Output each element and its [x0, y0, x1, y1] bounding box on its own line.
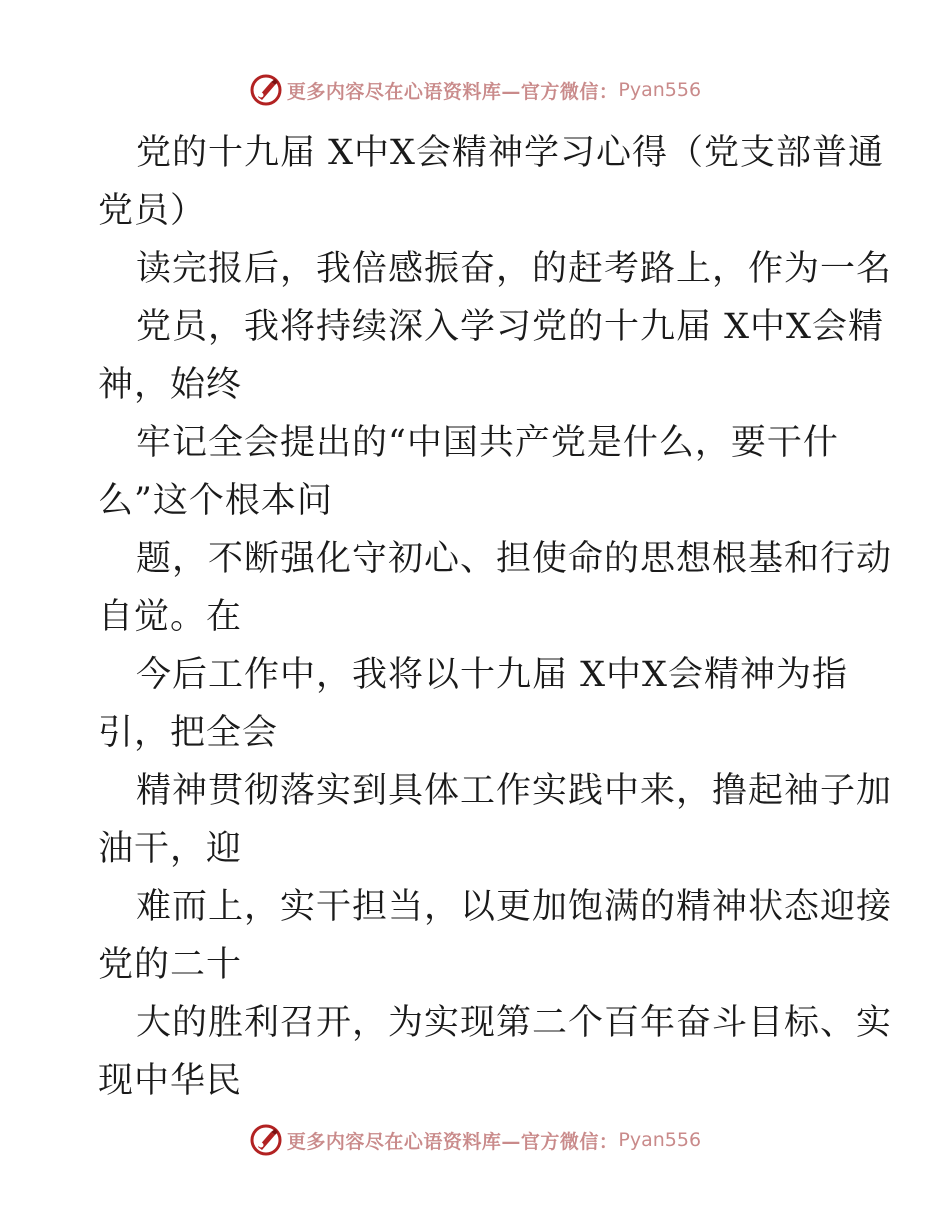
footer-banner — [0, 1120, 950, 1160]
text-line: 大的胜利召开，为实现第二个百年奋斗目标、实 — [136, 1003, 893, 1043]
text-line: 党员） — [98, 191, 207, 231]
banner-wechat-id: Pyan556 — [618, 79, 702, 101]
text-line: 题，不断强化守初心、担使命的思想根基和行动 — [136, 539, 893, 579]
header-banner — [0, 70, 950, 110]
text-line: 今后工作中，我将以十九届 X中X会精神为指 — [136, 655, 848, 695]
text-line: 党的二十 — [98, 945, 243, 985]
banner-wechat-id: Pyan556 — [618, 1129, 702, 1151]
text-line: 牢记全会提出的“中国共产党是什么，要干什 — [136, 423, 839, 463]
text-line: 油干，迎 — [98, 829, 243, 869]
text-line: 么”这个根本问 — [98, 481, 333, 521]
text-line: 精神贯彻落实到具体工作实践中来，撸起袖子加 — [136, 771, 893, 811]
text-line: 引，把全会 — [98, 713, 279, 753]
text-line: 读完报后，我倍感振奋，的赶考路上，作为一名 — [136, 249, 893, 289]
logo-icon — [249, 73, 283, 107]
document-body — [98, 124, 893, 1110]
text-line: 神，始终 — [98, 365, 243, 405]
banner-text: 更多内容尽在心语资料库—官方微信： — [286, 1130, 619, 1153]
text-line: 自觉。在 — [98, 597, 243, 637]
text-line: 难而上，实干担当，以更加饱满的精神状态迎接 — [136, 887, 893, 927]
text-line: 现中华民 — [98, 1061, 243, 1101]
banner-text: 更多内容尽在心语资料库—官方微信： — [286, 80, 619, 103]
text-line: 党的十九届 X中X会精神学习心得（党支部普通 — [136, 133, 884, 173]
text-line: 党员，我将持续深入学习党的十九届 X中X会精 — [136, 307, 884, 347]
logo-icon — [249, 1123, 283, 1157]
